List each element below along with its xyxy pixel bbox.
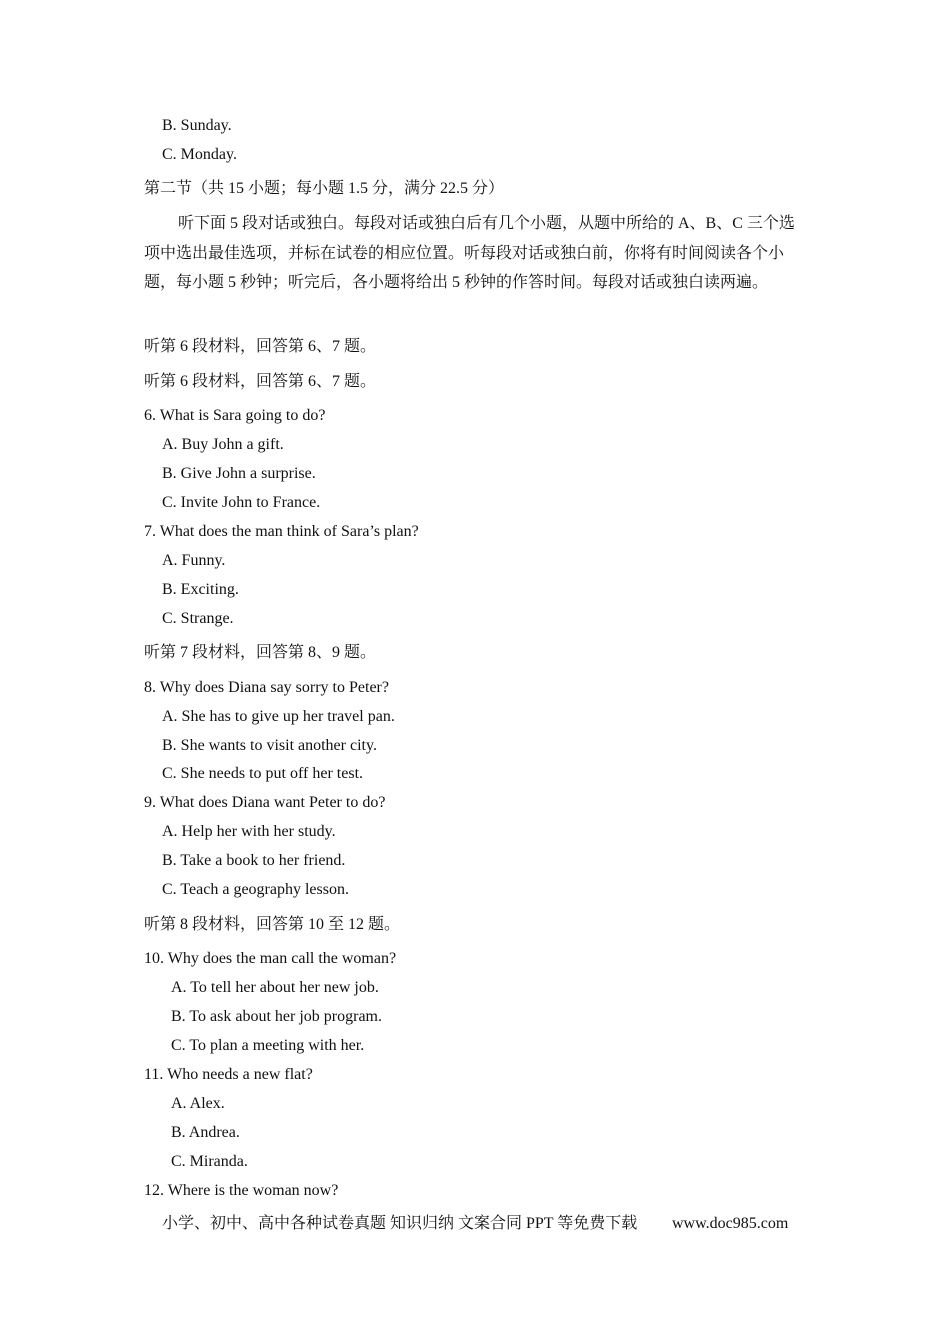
q6-option-b: B. Give John a surprise. [162,465,316,482]
q11-option-c: C. Miranda. [171,1153,248,1170]
q10-option-c: C. To plan a meeting with her. [171,1037,365,1054]
q8-option-c: C. She needs to put off her test. [162,765,364,782]
q9-option-a: A. Help her with her study. [162,823,336,840]
q10-option-a: A. To tell her about her new job. [171,979,379,996]
question-8: 8. Why does Diana say sorry to Peter? [144,679,389,696]
q10-option-b: B. To ask about her job program. [171,1008,382,1025]
question-9: 9. What does Diana want Peter to do? [144,794,386,811]
segment6-heading: 听第 6 段材料，回答第 6、7 题。 [144,338,377,355]
question-10: 10. Why does the man call the woman? [144,950,397,967]
segment7-heading: 听第 7 段材料，回答第 8、9 题。 [144,644,377,661]
option-b-sunday: B. Sunday. [162,117,232,134]
question-6: 6. What is Sara going to do? [144,407,326,424]
q11-option-a: A. Alex. [171,1095,225,1112]
question-11: 11. Who needs a new flat? [144,1066,313,1083]
footer-promo-text: 小学、初中、高中各种试卷真题 知识归纳 文案合同 PPT 等免费下载 [162,1215,638,1232]
segment6-heading-repeat: 听第 6 段材料，回答第 6、7 题。 [144,373,377,390]
question-7: 7. What does the man think of Sara’s plan? [144,523,419,540]
q8-option-a: A. She has to give up her travel pan. [162,708,395,725]
footer-url: www.doc985.com [672,1215,789,1232]
q7-option-a: A. Funny. [162,552,226,569]
q9-option-c: C. Teach a geography lesson. [162,881,349,898]
option-c-monday: C. Monday. [162,146,237,163]
q9-option-b: B. Take a book to her friend. [162,852,346,869]
section2-heading: 第二节（共 15 小题；每小题 1.5 分，满分 22.5 分） [144,180,505,197]
segment8-heading: 听第 8 段材料，回答第 10 至 12 题。 [144,916,401,933]
instructions-paragraph: 听下面 5 段对话或独白。每段对话或独白后有几个小题，从题中所给的 A、B、C 三个选项中选出最佳选项，并标在试卷的相应位置。听每段对话或独白前，你将有时间阅读各个小题，每小题 5 秒钟；听完后，各小题将给出 5 秒钟的作答时间。每段对话或独白读两遍。 [144,215,795,291]
q7-option-b: B. Exciting. [162,581,239,598]
q11-option-b: B. Andrea. [171,1124,240,1141]
q6-option-a: A. Buy John a gift. [162,436,284,453]
q7-option-c: C. Strange. [162,610,234,627]
q6-option-c: C. Invite John to France. [162,494,321,511]
question-12: 12. Where is the woman now? [144,1182,339,1199]
q8-option-b: B. She wants to visit another city. [162,737,377,754]
